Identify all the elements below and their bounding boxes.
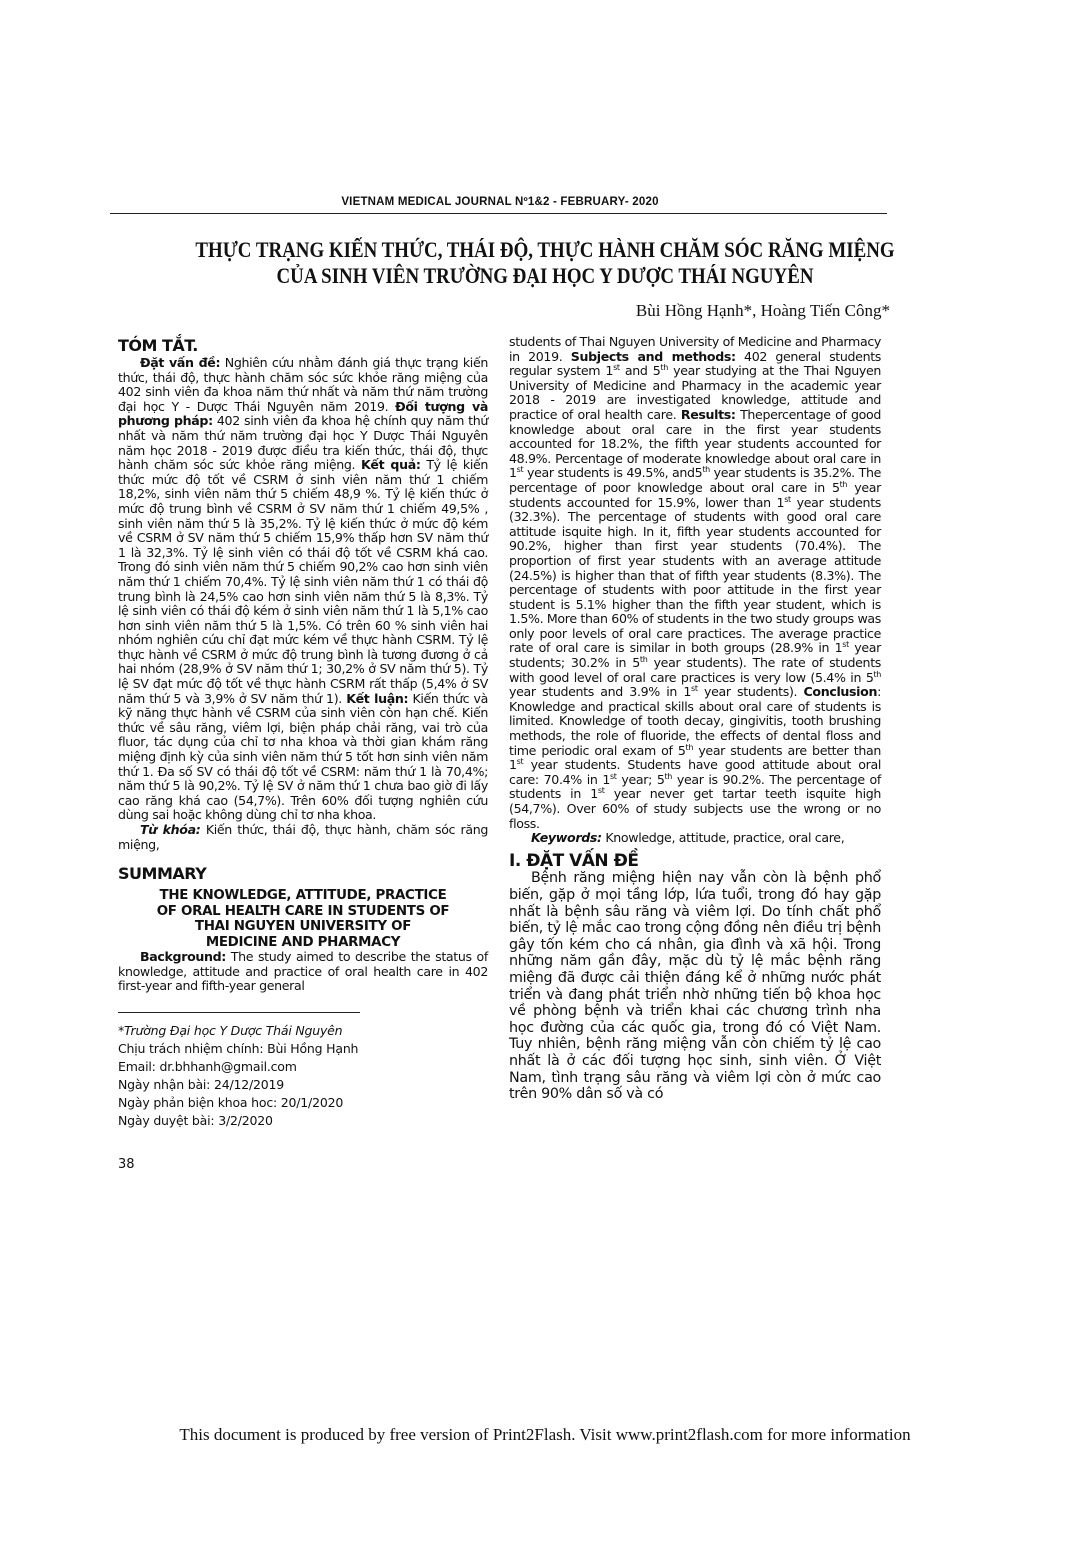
journal-header: VIETNAM MEDICAL JOURNAL Nº1&2 - FEBRUARY- 2020 <box>341 196 659 208</box>
superscript: st <box>609 771 617 781</box>
text-run: year students; 30.2% in 5 <box>509 640 881 671</box>
footnote-approved: Ngày duyệt bài: 3/2/2020 <box>118 1112 273 1128</box>
summary-title <box>118 888 488 950</box>
title-line-2: CỦA SINH VIÊN TRƯỜNG ĐẠI HỌC Y DƯỢC THÁI NGUYÊN <box>276 263 814 288</box>
text-run: year students is 49.5%, and5 <box>523 465 703 481</box>
superscript: st <box>613 363 620 372</box>
summary-title-line: THE KNOWLEDGE, ATTITUDE, PRACTICE <box>159 888 447 904</box>
superscript: th <box>702 465 710 475</box>
text-run: The study aimed to describe the status of knowledge, attitude and practice of oral health care in 402 first-year and fifth-year general <box>118 949 488 994</box>
text-run: year students. Students have good attitude about oral care: 70.4% in 1 <box>509 757 881 787</box>
text-run: year; 5 <box>616 771 665 787</box>
text-run: Kiến thức và kỹ năng thực hành về CSRM của sinh viên còn hạn chế. Kiến thức về sâu răng, viêm lợi, biện pháp chải răng, vai trò của fluor, tác dụng của chỉ tơ nha khoa và thời gian khám răng miệng định kỳ của sinh viên năm thứ 5 tốt hơn sinh viên năm thứ 1. Đa số SV có thái độ tốt về CSRM: năm thứ 1 là 70,4%; năm thứ 5 là 90,2%. Tỷ lệ SV ở năm thứ 1 chưa bao giờ đi lấy cao răng khá cao (54,7%). Trên 60% đối tượng nghiên cứu dùng sai hoặc không dùng chỉ tơ nha khoa. <box>118 690 488 823</box>
text-run: Kiến thức, thái độ, thực hành, chăm sóc răng miệng, <box>118 822 488 852</box>
text-run: Nghiên cứu nhằm đánh giá thực trạng kiến thức, thái độ, thực hành chăm sóc sức khỏe răng miệng của 402 sinh viên đa khoa năm thứ nhất và năm thứ năm trường đại học Y - Dược Thái Nguyên năm 2019. <box>118 355 488 414</box>
footnote-received: Ngày nhận bài: 24/12/2019 <box>118 1076 285 1092</box>
bold-lead-in: Keywords: <box>531 830 602 846</box>
summary-title-line: THAI NGUYEN UNIVERSITY OF <box>194 919 412 935</box>
bold-lead-in: Background: <box>140 949 226 965</box>
bold-lead-in: Kết quả: <box>360 457 421 473</box>
superscript: th <box>685 742 694 752</box>
superscript: th <box>639 654 648 664</box>
text-run: year students). The rate of students with good level of oral care practices is very low (5.4% in 5 <box>509 655 881 685</box>
text-run: 402 general students regular system 1 <box>509 348 881 379</box>
bold-lead-in: Subjects and methods: <box>570 348 736 364</box>
intro-heading: I. ĐẶT VẤN ĐỀ <box>509 850 639 871</box>
text-run: and 5 <box>619 363 661 379</box>
article-title <box>76 237 1013 289</box>
print2flash-notice: This document is produced by free version of Print2Flash. Visit www.print2flash.com for more information <box>179 1425 911 1444</box>
text-run: year students are better than 1 <box>509 742 881 773</box>
superscript: st <box>842 640 849 650</box>
footnote-reviewed: Ngày phản biện khoa hoc: 20/1/2020 <box>118 1094 344 1110</box>
left-column <box>118 336 488 1173</box>
summary-title-line: MEDICINE AND PHARMACY <box>205 934 401 950</box>
text-run: year students (32.3%). The percentage of students with good oral care attitude isquite high. In it, fifth year students accounted for 90.2%, higher than first year students (70.4%). The proportion of first year students with an average attitude (24.5%) is higher than that of fifth year students (8.3%). The percentage of students with poor attitude in the first year student is 5.1% higher than the fifth year student, which is 1.5%. More than 60% of students in the two study groups was only poor levels of oral care practices. The average practice rate of oral care is similar in both groups (28.9% in 1 <box>509 494 881 656</box>
bold-lead-in: Results: <box>680 406 736 422</box>
summary-body-start <box>118 950 488 994</box>
title-line-1: THỰC TRẠNG KIẾN THỨC, THÁI ĐỘ, THỰC HÀNH CHĂM SÓC RĂNG MIỆNG <box>195 237 895 262</box>
text-run: Tỷ lệ kiến thức mức độ tốt về CSRM ở sinh viên năm thứ 1 chiếm 18,2%, sinh viên năm thứ 5 chiếm 48,9 %. Tỷ lệ kiến thức ở mức độ trung bình về CSRM ở SV năm thứ 1 chiếm 49,5% , sinh viên năm thứ 5 là 35,2%. Tỷ lệ kiến thức ở mức độ kém về CSRM ở SV năm thứ 5 chiếm 15,9% thấp hơn SV năm thứ 1 là 32,3%. Tỷ lệ sinh viên có thái độ tốt về CSRM khá cao. Trong đó sinh viên năm thứ 5 chiếm 90,2% cao hơn sinh viên năm thứ 1 chiếm 70,4%. Tỷ lệ sinh viên năm thứ 1 có thái độ trung bình là 24,5% cao hơn sinh viên năm thứ 5 là 8,3%. Tỷ lệ sinh viên có thái độ kém ở sinh viên năm thứ 1 là 5,1% cao hơn sinh viên năm thứ 5 là 1,5%. Có trên 60 % sinh viên hai nhóm nghiên cứu chỉ đạt mức kém về thực hành CSRM. Tỷ lệ thực hành về CSRM ở mức độ trung bình là tương đương ở cả hai nhóm (28,9% ở SV năm thứ 1; 30,2% ở SV năm thứ 5). Tỷ lệ SV đạt mức độ tốt về thực hành CSRM rất thấp (5,4% ở SV năm thứ 5 và 3,9% ở SV năm thứ 1). <box>118 457 489 706</box>
bold-lead-in: Đặt vấn đề: <box>140 355 221 370</box>
superscript: st <box>516 757 524 767</box>
abstract-vi-heading: TÓM TẮT. <box>118 336 198 355</box>
text-run: : Knowledge and practical skills about oral care of students is limited. Knowledge of tooth decay, gingivitis, tooth brushing methods, the role of fluoride, the effects of dental floss and time periodic oral exam of 5 <box>509 684 881 758</box>
superscript: th <box>873 669 881 679</box>
footnote-email: Email: dr.bhhanh@gmail.com <box>118 1058 297 1074</box>
summary-title-line: OF ORAL HEALTH CARE IN STUDENTS OF <box>156 903 450 919</box>
bold-lead-in: Đối tượng và phương pháp: <box>118 398 488 429</box>
bold-lead-in: Từ khóa: <box>140 822 201 837</box>
abstract-vi-body <box>118 356 488 823</box>
intro-paragraph: Bệnh răng miệng hiện nay vẫn còn là bệnh phổ biến, gặp ở mọi tầng lớp, lứa tuổi, trong đó hay gặp nhất là bệnh sâu răng và viêm lợi. Do tính chất phổ biến, tỷ lệ mắc cao trong cộng đồng nên điều trị bệnh gây tốn kém cho cá nhân, gia đình và xã hội. Trong những năm gần đây, mặc dù tỷ lệ mắc bệnh răng miệng đã được cải thiện đáng kể ở những nước phát triển và đang phát triển nhờ những tiến bộ khoa học về phòng bệnh và triển khai các chương trình nha học đường của các quốc gia, trong đó có Việt Nam. Tuy nhiên, bệnh răng miệng vẫn còn chiếm tỷ lệ cao nhất là ở các đối tượng học sinh, sinh viên. Ở Việt Nam, tình trạng sâu răng và viêm lợi còn ở mức cao trên 90% dân số và có <box>509 870 881 1103</box>
text-run: year students accounted for 15.9%, lower than 1 <box>509 479 881 510</box>
superscript: st <box>784 494 791 504</box>
header-rule <box>110 213 887 214</box>
superscript: th <box>664 771 673 781</box>
superscript: st <box>691 684 698 694</box>
abstract-vi-keywords <box>118 823 488 852</box>
text-run: year is 90.2%. The percentage of students in 1 <box>509 771 881 802</box>
right-column <box>509 335 881 1103</box>
authors: Bùi Hồng Hạnh*, Hoàng Tiến Công* <box>635 301 890 320</box>
page-number: 38 <box>118 1156 135 1172</box>
text-run: 402 sinh viên đa khoa hệ chính quy năm thứ nhất và năm thứ năm trường đại học Y Dược Thái Nguyên năm học 2018 - 2019 được điều tra kiến thức, thái độ, thực hành chăm sóc sức khỏe răng miệng. <box>118 413 488 473</box>
text-run: Knowledge, attitude, practice, oral care, <box>601 830 845 846</box>
text-run: year students is 35.2%. The percentage of poor knowledge about oral care in 5 <box>509 465 881 495</box>
text-run: year studying at the Thai Nguyen University of Medicine and Pharmacy in the academic year 2018 - 2019 are investigated knowledge, attitude and practice of oral health care. <box>509 363 881 422</box>
bold-lead-in: Kết luận: <box>346 690 409 706</box>
superscript: th <box>839 479 848 489</box>
text-run: Thepercentage of good knowledge about oral care in the first year students accounted for 18.2%, the fifth year students accounted for 48.9%. Percentage of moderate knowledge about oral care in 1 <box>509 406 881 481</box>
footnote-rule <box>118 1012 360 1013</box>
superscript: st <box>597 786 605 796</box>
summary-heading: SUMMARY <box>118 864 207 884</box>
superscript: st <box>516 465 524 475</box>
footnote-responsible: Chịu trách nhiệm chính: Bùi Hồng Hạnh <box>118 1040 359 1056</box>
text-run: year students and 3.9% in 1 <box>509 684 692 700</box>
superscript: th <box>660 363 668 372</box>
bold-lead-in: Conclusion <box>803 684 878 700</box>
text-run: students of Thai Nguyen University of Medicine and Pharmacy in 2019. <box>509 334 881 364</box>
footnote-affiliation: *Trường Đại học Y Dược Thái Nguyên <box>118 1022 343 1038</box>
summary-keywords <box>509 831 881 846</box>
summary-body-continued <box>509 335 881 831</box>
footnotes <box>118 1022 488 1130</box>
text-run: year students). <box>697 684 804 700</box>
text-run: year never get tartar teeth isquite high (54,7%). Over 60% of study subjects use the wrong or no floss. <box>509 786 881 831</box>
